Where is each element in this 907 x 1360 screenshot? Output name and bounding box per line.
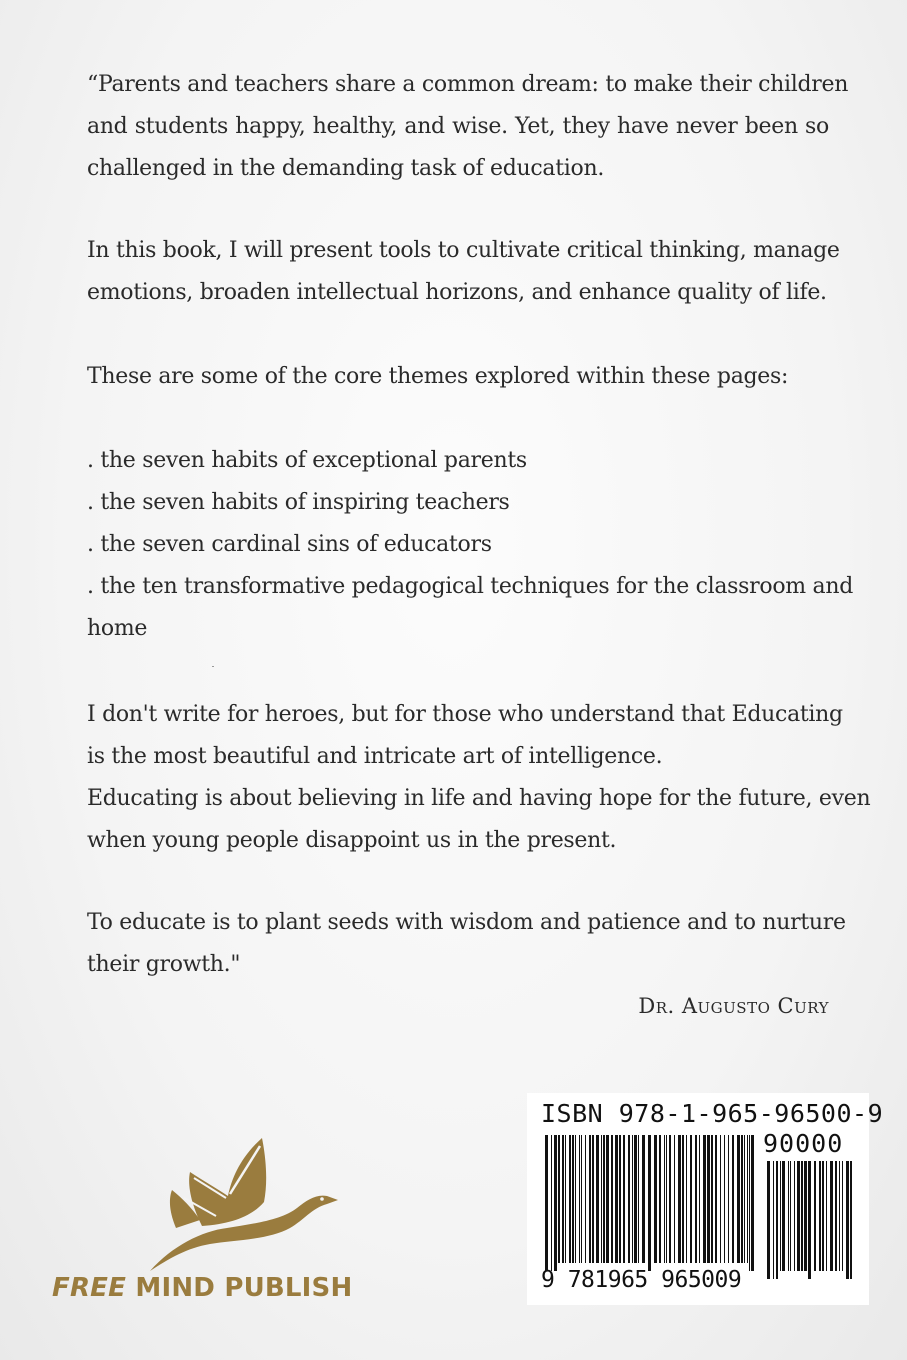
text-line: emotions, broaden intellectual horizons, and enhance quality of life.	[87, 280, 827, 305]
barcode-bar	[814, 1161, 816, 1271]
barcode-bar	[579, 1135, 580, 1263]
quote-paragraph-3	[87, 356, 829, 398]
barcode-bar	[585, 1135, 586, 1263]
barcode-bar	[596, 1135, 599, 1263]
barcode-bar	[648, 1135, 651, 1271]
text-line: Educating is about believing in life and having hope for the future, even	[87, 786, 871, 811]
barcode-bar	[737, 1135, 740, 1263]
barcode-bar	[801, 1161, 803, 1271]
publisher-name-free: FREE	[52, 1273, 127, 1303]
text-line: I don't write for heroes, but for those who understand that Educating	[87, 702, 843, 727]
barcode-bar	[619, 1135, 621, 1263]
barcode-bar	[751, 1135, 754, 1271]
barcode-bar	[642, 1135, 645, 1263]
barcode-bar	[808, 1161, 811, 1279]
barcode-bar	[686, 1135, 687, 1263]
barcode-bar	[842, 1161, 843, 1271]
text-line: when young people disappoint us in the present.	[87, 828, 617, 853]
barcode-bar	[690, 1135, 692, 1263]
barcode-bar	[788, 1161, 789, 1271]
barcode-bar	[695, 1135, 697, 1263]
barcode-bar	[699, 1135, 700, 1263]
barcode-bar	[819, 1161, 821, 1271]
print-speck	[212, 666, 214, 667]
barcode-bar	[603, 1135, 605, 1263]
barcode-bar	[678, 1135, 681, 1263]
barcode-bar	[589, 1135, 591, 1263]
barcode-bar	[773, 1161, 774, 1279]
barcode-bar	[707, 1135, 710, 1263]
barcode-bar	[569, 1135, 571, 1263]
ean-digits: 9 781965 965009	[541, 1267, 742, 1293]
barcode-bar	[804, 1161, 807, 1271]
barcode-bar	[850, 1161, 852, 1279]
text-line: These are some of the core themes explored within these pages:	[87, 364, 789, 389]
barcode-bar	[728, 1135, 729, 1263]
barcode-bar	[558, 1135, 560, 1263]
barcode-bar	[554, 1135, 557, 1271]
barcode-bar	[601, 1135, 602, 1263]
barcode-bar	[794, 1161, 795, 1271]
quote-paragraph-4	[87, 694, 871, 862]
themes-list	[87, 440, 853, 650]
list-item: . the seven habits of inspiring teachers	[87, 490, 510, 515]
barcode-bar	[638, 1135, 639, 1263]
barcode-bar	[767, 1161, 770, 1279]
barcode-bar	[628, 1135, 630, 1263]
barcode-bar	[606, 1135, 609, 1263]
barcode-bar	[565, 1135, 566, 1263]
barcode-bar	[749, 1135, 750, 1271]
barcode-bar	[835, 1161, 837, 1271]
isbn-label: ISBN 978-1-965-96500-9	[541, 1099, 884, 1128]
publisher-logo	[52, 1136, 362, 1316]
barcode-bar	[562, 1135, 564, 1263]
quote-paragraph-2	[87, 230, 840, 314]
barcode-bar	[664, 1135, 665, 1263]
barcode-bar	[545, 1135, 548, 1271]
barcode-bar	[715, 1135, 717, 1263]
text-line: and students happy, healthy, and wise. Yet, they have never been so	[87, 114, 829, 139]
barcode-bar	[839, 1161, 840, 1271]
barcode-bar	[632, 1135, 633, 1263]
barcode-bar	[741, 1135, 743, 1263]
barcode-bar	[682, 1135, 684, 1263]
text-line: is the most beautiful and intricate art of intelligence.	[87, 744, 663, 769]
barcode-bar	[551, 1135, 552, 1271]
quote-paragraph-5	[87, 902, 846, 986]
barcode-bar	[724, 1135, 725, 1263]
text-line: challenged in the demanding task of education.	[87, 156, 605, 181]
barcode-bar	[666, 1135, 667, 1263]
barcode-bar	[592, 1135, 594, 1263]
list-item: . the ten transformative pedagogical techniques for the classroom and	[87, 574, 853, 599]
publisher-name	[52, 1273, 352, 1303]
list-item: . the seven habits of exceptional parents	[87, 448, 527, 473]
text-line: In this book, I will present tools to cultivate critical thinking, manage	[87, 238, 840, 263]
barcode-bar	[623, 1135, 625, 1263]
text-line: “Parents and teachers share a common dream: to make their children	[87, 72, 849, 97]
barcode-bar	[654, 1135, 657, 1263]
list-item: . the seven cardinal sins of educators	[87, 532, 492, 557]
barcode-bar	[615, 1135, 618, 1263]
barcode-bar	[797, 1161, 800, 1271]
barcode-bar	[581, 1135, 582, 1263]
barcode-bar	[782, 1161, 785, 1271]
barcode-bar	[744, 1135, 745, 1263]
price-code: 90000	[763, 1129, 844, 1158]
barcode-bar	[790, 1161, 791, 1271]
barcode-bar	[572, 1135, 574, 1263]
bird-with-book-icon	[132, 1136, 352, 1271]
barcode-bar	[826, 1161, 827, 1271]
barcode-bar	[703, 1135, 706, 1263]
barcode-bar	[669, 1135, 671, 1263]
list-item: home	[87, 616, 148, 641]
text-line: their growth."	[87, 952, 241, 977]
isbn-barcode	[527, 1093, 884, 1305]
quote-paragraph-1	[87, 64, 849, 190]
barcode-bar	[611, 1135, 613, 1263]
barcode-bar	[822, 1161, 824, 1271]
barcode-bar	[575, 1135, 576, 1263]
text-line: To educate is to plant seeds with wisdom and patience and to nurture	[87, 910, 846, 935]
barcode-bar	[776, 1161, 778, 1279]
barcode-bar	[780, 1161, 781, 1271]
barcode-bar	[846, 1161, 849, 1279]
publisher-name-rest: MIND PUBLISH	[135, 1273, 353, 1303]
barcode-bar	[720, 1135, 721, 1263]
barcode-bar	[674, 1135, 675, 1263]
barcode-bar	[711, 1135, 713, 1263]
barcode-bar	[634, 1135, 637, 1263]
barcode-bar	[659, 1135, 661, 1263]
barcode-bar	[747, 1135, 748, 1263]
barcode-bar	[732, 1135, 734, 1263]
barcode-bar	[830, 1161, 833, 1271]
author-signature: Dr. Augusto Cury	[638, 994, 829, 1018]
